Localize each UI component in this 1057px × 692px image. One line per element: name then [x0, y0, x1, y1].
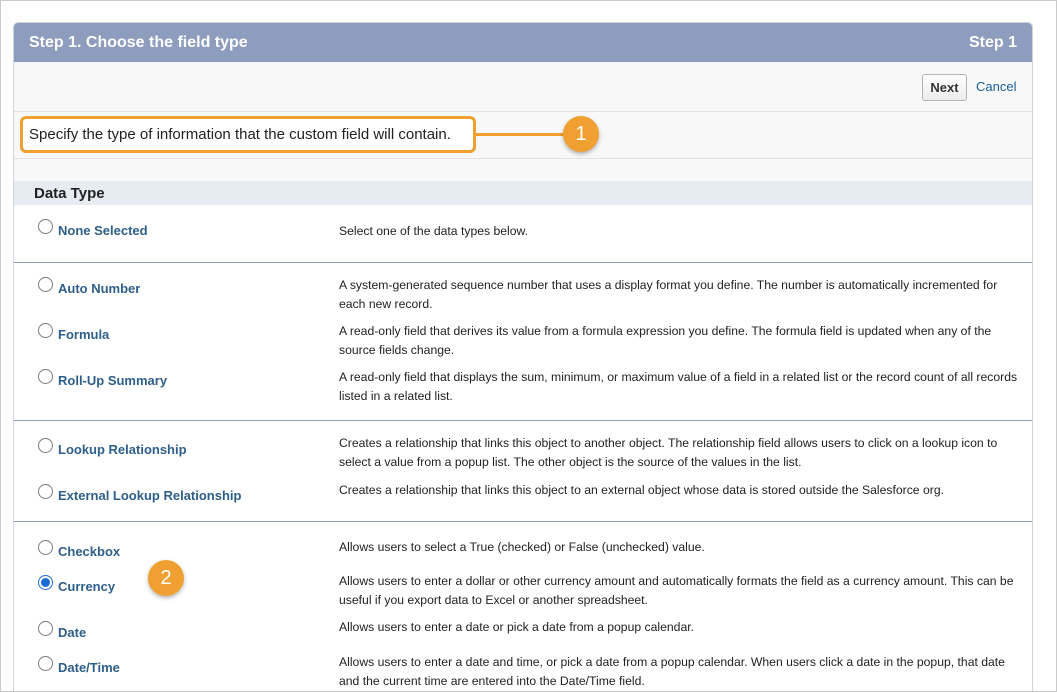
- data-type-group: [14, 421, 1032, 522]
- data-type-label[interactable]: Date: [58, 625, 87, 640]
- data-type-group: [14, 205, 1032, 263]
- data-type-label[interactable]: Date/Time: [58, 660, 120, 675]
- field-type-panel: [13, 22, 1033, 692]
- section-spacer: [14, 159, 1032, 181]
- data-type-label[interactable]: Roll-Up Summary: [58, 373, 168, 388]
- panel-title: Step 1. Choose the field type: [29, 33, 248, 51]
- data-type-label[interactable]: Auto Number: [58, 281, 141, 296]
- radio-option-date-time[interactable]: [38, 660, 120, 675]
- radio-option-formula[interactable]: [38, 327, 109, 342]
- radio-option-external-lookup-relationship[interactable]: [38, 488, 241, 503]
- data-type-label[interactable]: Formula: [58, 327, 110, 342]
- radio-option-currency[interactable]: [38, 579, 115, 594]
- cancel-link[interactable]: Cancel: [976, 79, 1017, 94]
- section-heading: Data Type: [14, 181, 1032, 205]
- data-type-description: A read-only field that derives its value from a formula expression you define. The formula field is updated when any of the source fields change.: [339, 324, 992, 357]
- radio-option-auto-number[interactable]: [38, 281, 140, 296]
- data-type-description: Allows users to select a True (checked) or False (unchecked) value.: [339, 540, 705, 554]
- radio-option-lookup-relationship[interactable]: [38, 442, 187, 457]
- radio-option-roll-up-summary[interactable]: [38, 373, 167, 388]
- button-row: [14, 62, 1032, 112]
- radio-button-roll-up-summary[interactable]: [38, 369, 53, 384]
- radio-button-external-lookup-relationship[interactable]: [38, 484, 53, 499]
- panel-header: [14, 23, 1032, 62]
- radio-button-none-selected[interactable]: [38, 219, 53, 234]
- data-type-label[interactable]: Currency: [58, 579, 116, 594]
- step-indicator: Step 1: [968, 33, 1017, 51]
- next-button[interactable]: Next: [922, 74, 967, 101]
- data-type-description: Creates a relationship that links this object to another object. The relationship field allows users to click on a lookup icon to select a value from a popup list. The other object is the source of the values in the list.: [339, 436, 998, 469]
- data-type-list: [14, 205, 1032, 692]
- radio-option-none-selected[interactable]: [38, 223, 148, 238]
- radio-button-lookup-relationship[interactable]: [38, 438, 53, 453]
- data-type-group: [14, 263, 1032, 421]
- radio-option-date[interactable]: [38, 625, 86, 640]
- data-type-description: A read-only field that displays the sum, minimum, or maximum value of a field in a related list or the record count of all records listed in a related list.: [339, 370, 1018, 403]
- callout-badge-2: 2: [148, 560, 184, 596]
- data-type-label[interactable]: External Lookup Relationship: [58, 488, 242, 503]
- callout-connector: [476, 133, 564, 136]
- radio-button-currency[interactable]: [38, 575, 53, 590]
- data-type-description: Allows users to enter a date or pick a date from a popup calendar.: [339, 620, 694, 634]
- data-type-description: Allows users to enter a date and time, or pick a date from a popup calendar. When users click a date in the popup, that date and the current time are entered into the Date/Time field.: [339, 655, 1005, 688]
- data-type-description: Select one of the data types below.: [339, 224, 529, 238]
- callout-badge-1: 1: [563, 116, 599, 152]
- data-type-description: A system-generated sequence number that uses a display format you define. The number is automatically incremented for each new record.: [339, 278, 998, 311]
- instruction-text: Specify the type of information that the custom field will contain.: [20, 116, 476, 153]
- radio-button-date[interactable]: [38, 621, 53, 636]
- data-type-label[interactable]: None Selected: [58, 223, 148, 238]
- radio-button-formula[interactable]: [38, 323, 53, 338]
- radio-button-date-time[interactable]: [38, 656, 53, 671]
- radio-button-auto-number[interactable]: [38, 277, 53, 292]
- instruction-row: [14, 112, 1032, 159]
- data-type-description: Allows users to enter a dollar or other currency amount and automatically formats the field as a currency amount. This can be useful if you export data to Excel or another spreadsheet.: [339, 574, 1014, 607]
- data-type-label[interactable]: Lookup Relationship: [58, 442, 187, 457]
- data-type-label[interactable]: Checkbox: [58, 544, 121, 559]
- data-type-group: [14, 522, 1032, 692]
- radio-button-checkbox[interactable]: [38, 540, 53, 555]
- radio-option-checkbox[interactable]: [38, 544, 120, 559]
- data-type-description: Creates a relationship that links this object to an external object whose data is stored outside the Salesforce org.: [339, 483, 944, 497]
